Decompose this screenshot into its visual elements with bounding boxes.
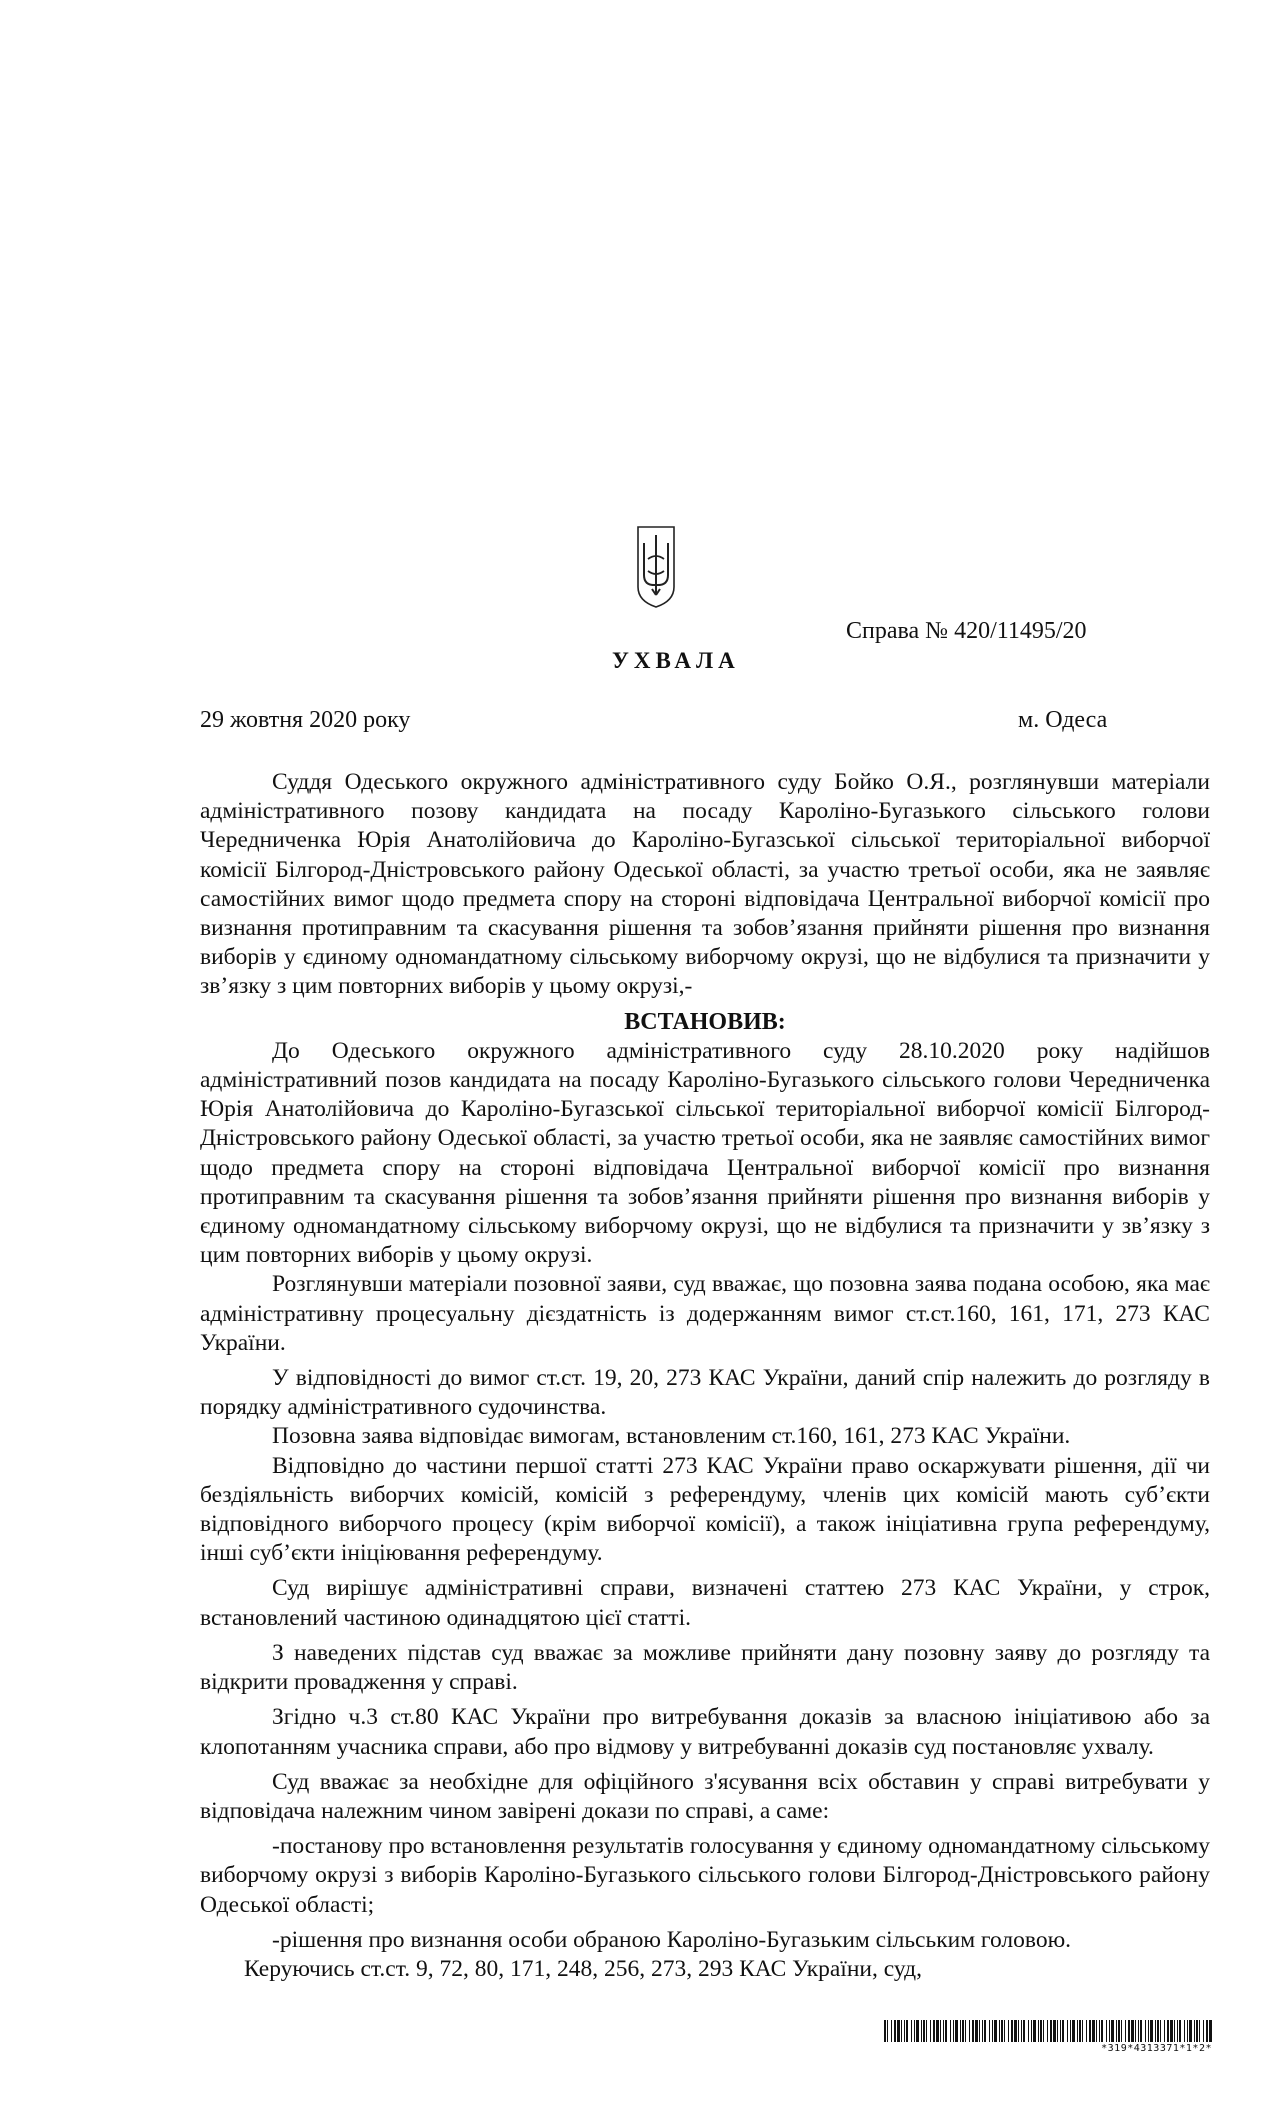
list-item-resolution: -постанову про встановлення результатів голосування у єдиному одномандатному сільському виборчому окрузі з виборів Кароліно-Бугазького сільського голови Білгород-Дністровського району Одеської області; [200,1833,1210,1918]
barcode [884,2020,1212,2054]
paragraph-6: Суд вирішує адміністративні справи, визначені статтею 273 КАС України, у строк, встановлений частиною одинадцятою цієї статті. [200,1575,1210,1631]
paragraph-1: До Одеського окружного адміністративного суду 28.10.2020 року надійшов адміністративний позов кандидата на посаду Кароліно-Бугазького сільського голови Чередниченка Юрія Анатолійовича до Кароліно-Бугазської сільської територіальної виборчої комісії Білгород-Дністровського району Одеської області, за участю третьої особи, яка не заявляє самостійних вимог щодо предмета спору на стороні відповідача Центральної виборчої комісії про визнання протиправним та скасування рішення та зобов’язання прийняти рішення про визнання виборів у єдиному одномандатному сільському виборчому окрузі, що не відбулися та призначити у зв’язку з цим повторних виборів у цьому окрузі. [200,1037,1210,1269]
paragraph-4: Позовна заява відповідає вимогам, встановленим ст.160, 161, 273 КАС України. [272,1423,1071,1450]
paragraph-9: Суд вважає за необхідне для офіційного з'ясування всіх обставин у справі витребувати у відповідача належним чином завірені докази по справі, а саме: [200,1768,1210,1824]
paragraph-7: З наведених підстав суд вважає за можливе прийняти дану позовну заяву до розгляду та відкрити провадження у справі. [200,1639,1210,1696]
document-body [200,768,1210,1984]
barcode-label: *319*4313371*1*2* [1101,2043,1212,2054]
document-date: 29 жовтня 2020 року [200,707,411,733]
trident-emblem-icon [634,525,678,609]
document-title: УХВАЛА [612,648,740,673]
document-city: м. Одеса [1018,707,1108,733]
paragraph-closing: Керуючись ст.ст. 9, 72, 80, 171, 248, 256, 273, 293 КАС України, суд, [244,1955,922,1982]
barcode-icon [884,2020,1212,2042]
intro-paragraph: Суддя Одеського окружного адміністративного суду Бойко О.Я., розглянувши матеріали адміністративного позову кандидата на посаду Кароліно-Бугазького сільського голови Чередниченка Юрія Анатолійовича до Кароліно-Бугазської сільської територіальної виборчої комісії Білгород-Дністровського району Одеської області, за участю третьої особи, яка не заявляє самостійних вимог щодо предмета спору на стороні відповідача Центральної виборчої комісії про визнання протиправним та скасування рішення та зобов’язання прийняти рішення про визнання виборів у єдиному одномандатному сільському виборчому окрузі, що не відбулися та призначити у зв’язку з цим повторних виборів у цьому окрузі,- [200,769,1210,1000]
paragraph-2: Розглянувши матеріали позовної заяви, суд вважає, що позовна заява подана особою, яка має адміністративну процесуальну дієздатність із додержанням вимог ст.ст.160, 161, 171, 273 КАС України. [200,1271,1210,1356]
section-heading: ВСТАНОВИВ: [624,1008,786,1035]
paragraph-8: Згідно ч.3 ст.80 КАС України про витребування доказів за власною ініціативою або за клопотанням учасника справи, або про відмову у витребуванні доказів суд постановляє ухвалу. [200,1704,1210,1760]
paragraph-5: Відповідно до частини першої статті 273 КАС України право оскаржувати рішення, дії чи бездіяльність виборчих комісій, комісій з референдуму, членів цих комісій мають суб’єкти відповідного виборчого процесу (крім виборчої комісії), а також ініціативна група референдуму, інші суб’єкти ініціювання референдуму. [200,1452,1210,1567]
case-number: Справа № 420/11495/20 [846,618,1087,644]
paragraph-3: У відповідності до вимог ст.ст. 19, 20, 273 КАС України, даний спір належить до розгляду в порядку адміністративного судочинства. [200,1365,1210,1421]
list-item-decision: -рішення про визнання особи обраною Кароліно-Бугазьким сільським головою. [272,1926,1072,1953]
